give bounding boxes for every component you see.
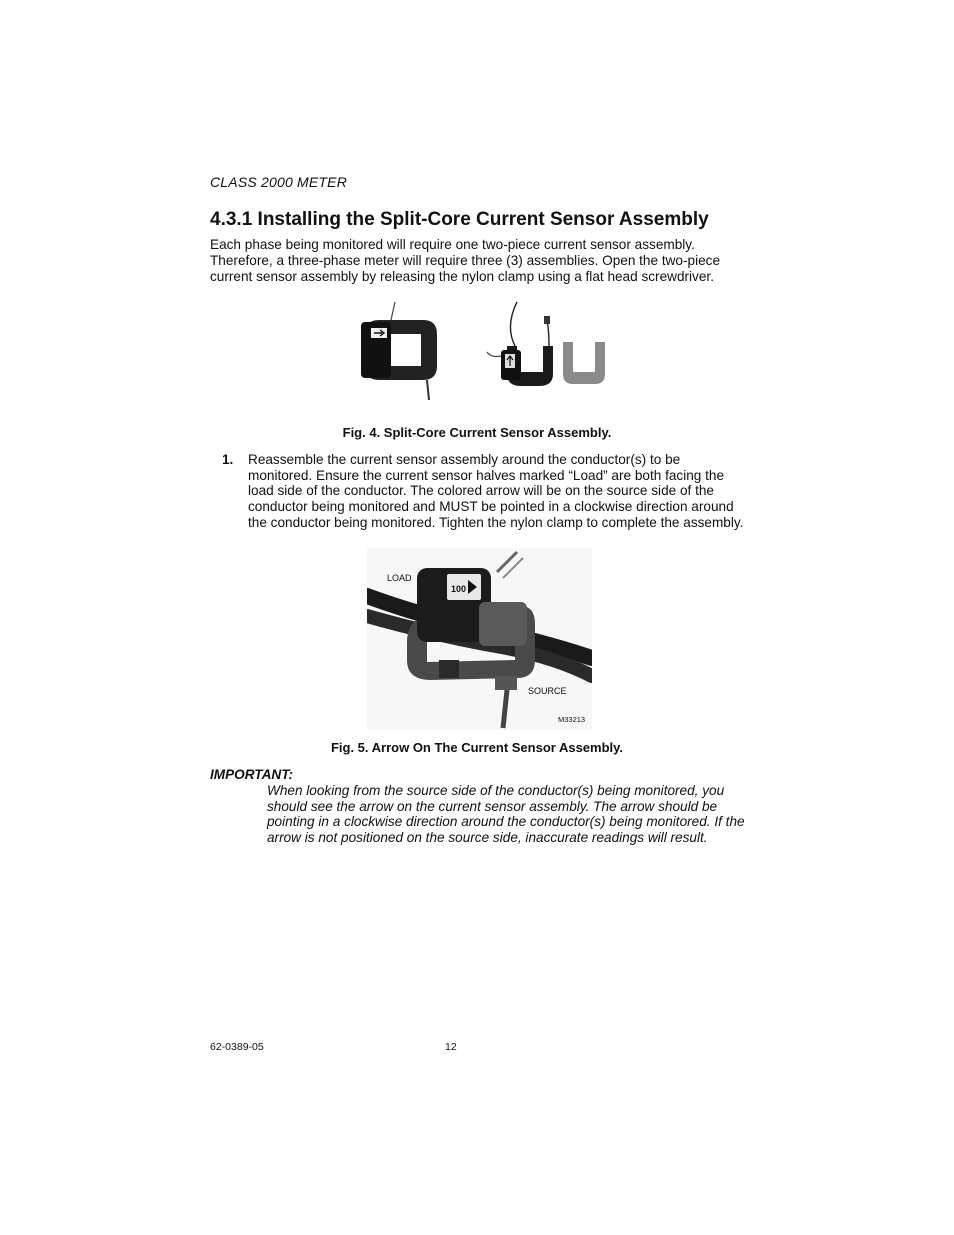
running-header: CLASS 2000 METER [210, 174, 348, 190]
load-label: LOAD [387, 573, 412, 583]
intro-paragraph: Each phase being monitored will require one two-piece current sensor assembly. Therefore, a three-phase meter will require three (3) assemblies. Open the two-piece current sensor assembly by releasing the nylon clamp using a flat head screwdriver. [210, 237, 721, 284]
figure-4-image [355, 296, 615, 404]
important-text: When looking from the source side of the conductor(s) being monitored, you should see the arrow on the current sensor assembly. The arrow should be pointing in a clockwise direction around the conductor(s) being monitored. If the arrow is not positioned on the source side, inaccurate readings will result. [267, 783, 745, 846]
svg-text:100: 100 [451, 584, 467, 594]
step-text: Reassemble the current sensor assembly around the conductor(s) to be monitored. Ensure the current sensor halves marked “Load” are both facing the load side of the conductor. The colored arrow will be on the source side of the conductor being monitored and MUST be pointed in a clockwise direction around the conductor being monitored. Tighten the nylon clamp to complete the assembly. [248, 452, 744, 530]
page-number: 12 [445, 1041, 457, 1053]
step-number: 1. [222, 452, 234, 467]
section-title: 4.3.1 Installing the Split-Core Current Sensor Assembly [210, 209, 709, 230]
source-label: SOURCE [528, 686, 567, 696]
figure-code: M33213 [558, 715, 586, 724]
open-sensor-black-half [487, 302, 553, 386]
important-label: IMPORTANT: [210, 767, 294, 782]
closed-sensor-assembly [361, 302, 437, 400]
open-sensor-gray-half [563, 342, 605, 384]
figure-4-caption: Fig. 4. Split-Core Current Sensor Assembly. [342, 425, 612, 440]
figure-5-image [367, 548, 592, 730]
document-number: 62-0389-05 [210, 1041, 264, 1053]
figure-5-caption: Fig. 5. Arrow On The Current Sensor Assembly. [330, 740, 624, 755]
